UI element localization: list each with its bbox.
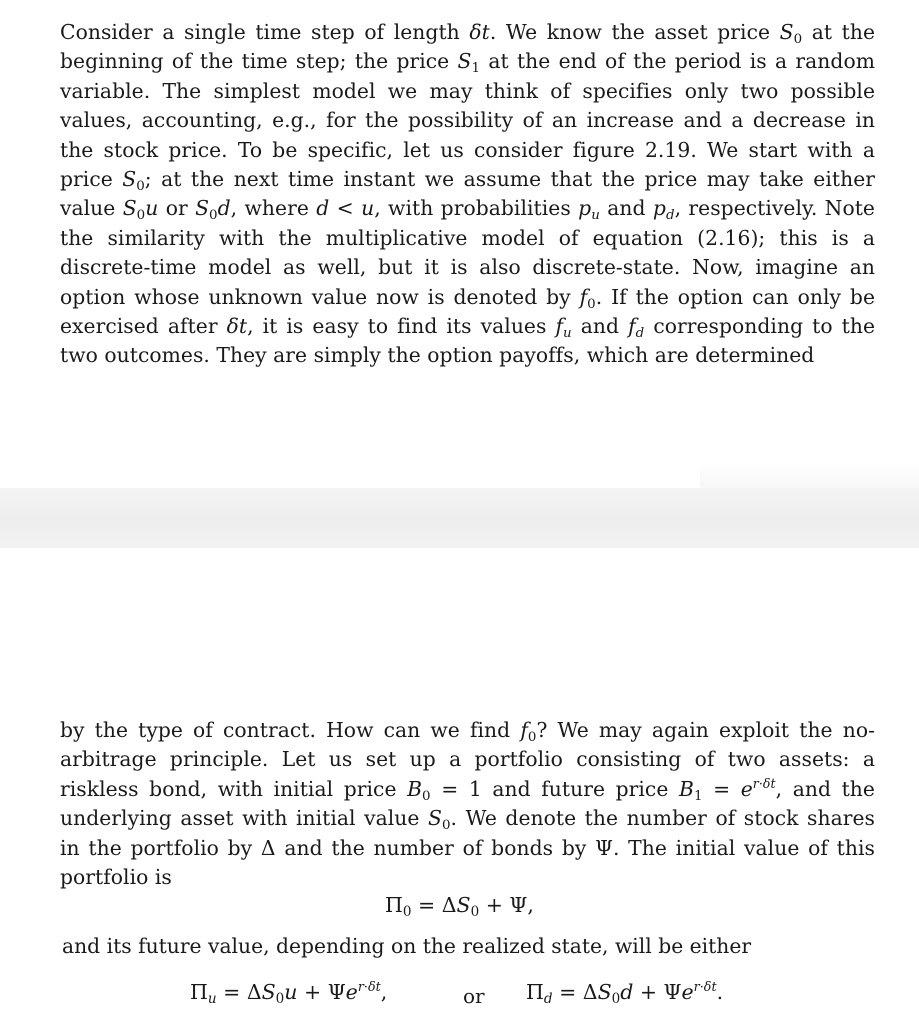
bottom-paragraph: [60, 716, 875, 892]
equation-connector-or: or: [463, 984, 485, 1008]
equation-up-state: $\Pi_u = \Delta S_0u + \Psi e^{r\cdot\delta t}$,: [190, 978, 388, 1007]
scan-shadow: [700, 460, 919, 490]
top-paragraph: [60, 18, 875, 371]
top-paragraph-text: Consider a single time step of length δt. We know the asset price $S_0$ at the beginning of the time step; the price $S_1$ at the end of the period is a random variable. The simplest model we may think of specifies only two possible values, accounting, e.g., for the possibility of an increase and a decrease in the stock price. To be specific, let us consider figure 2.19. We start with a price $S_0$; at the next time instant we assume that the price may take either value $S_0u$ or $S_0d$, where d < u, with probabilities $p_u$ and $p_d$, respectively. Note the similarity with the multiplicative model of equation (2.16); this is a discrete-time model as well, but it is also discrete-state. Now, imagine an option whose unknown value now is denoted by $f_0$. If the option can only be exercised after δt, it is easy to find its values $f_u$ and $f_d$ corresponding to the two outcomes. They are simply the option payoffs, which are determined: [60, 20, 876, 368]
bottom-paragraph-text: by the type of contract. How can we find $f_0$? We may again exploit the no-arbitrage principle. Let us set up a portfolio consisting of two assets: a riskless bond, with initial price $B_0 = 1$ and future price $B_1 = e^{r\cdot\delta t}$, and the underlying asset with initial value $S_0$. We denote the number of stock shares in the portfolio by Δ and the number of bonds by Ψ. The initial value of this portfolio is: [60, 718, 875, 890]
equation-down-state: $\Pi_d = \Delta S_0d + \Psi e^{r\cdot\delta t}$.: [526, 978, 724, 1007]
middle-sentence: and its future value, depending on the realized state, will be either: [62, 934, 752, 958]
equation-initial-portfolio: $\Pi_0 = \Delta S_0 + \Psi$,: [385, 893, 534, 920]
page-gap-band: [0, 488, 919, 548]
